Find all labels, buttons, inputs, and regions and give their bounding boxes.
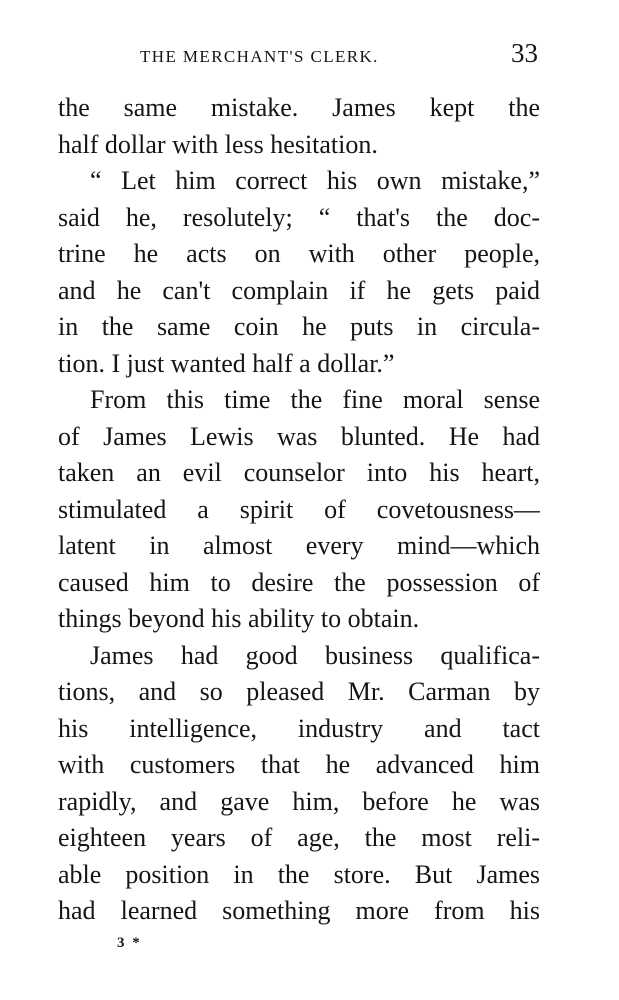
text-line: trine he acts on with other people, (58, 239, 540, 268)
text-line: half dollar with less hesitation. (58, 129, 378, 159)
text-line: taken an evil counselor into his heart, (58, 458, 540, 487)
text-line: in the same coin he puts in circula- (58, 312, 540, 341)
body-text (58, 90, 540, 930)
signature-mark: 3 * (117, 935, 142, 951)
text-line: “ Let him correct his own mistake,” (90, 166, 540, 195)
text-line: with customers that he advanced him (58, 750, 540, 779)
text-line: tions, and so pleased Mr. Carman by (58, 677, 540, 706)
paragraph (58, 163, 540, 382)
text-line: latent in almost every mind—which (58, 531, 540, 560)
text-line: rapidly, and gave him, before he was (58, 786, 540, 816)
text-line: of James Lewis was blunted. He had (58, 421, 540, 451)
paragraph (58, 382, 540, 638)
text-line: eighteen years of age, the most reli- (58, 823, 540, 852)
text-line: tion. I just wanted half a dollar.” (58, 348, 395, 378)
text-line: his intelligence, industry and tact (58, 713, 540, 743)
running-head (56, 38, 540, 74)
text-line: able position in the store. But James (58, 859, 540, 889)
text-line: the same mistake. James kept the (58, 93, 540, 122)
text-line: James had good business qualifica- (90, 640, 540, 670)
running-title: THE MERCHANT'S CLERK. (140, 47, 379, 66)
text-line: said he, resolutely; “ that's the doc- (58, 202, 540, 232)
paragraph (58, 638, 540, 930)
paragraph (58, 90, 540, 163)
text-line: and he can't complain if he gets paid (58, 275, 540, 305)
text-line: things beyond his ability to obtain. (58, 604, 420, 633)
text-line: caused him to desire the possession of (58, 567, 540, 597)
text-line: stimulated a spirit of covetousness— (58, 494, 540, 524)
text-line: had learned something more from his (58, 896, 540, 925)
page-number: 33 (511, 38, 538, 68)
text-line: From this time the fine moral sense (90, 385, 540, 414)
